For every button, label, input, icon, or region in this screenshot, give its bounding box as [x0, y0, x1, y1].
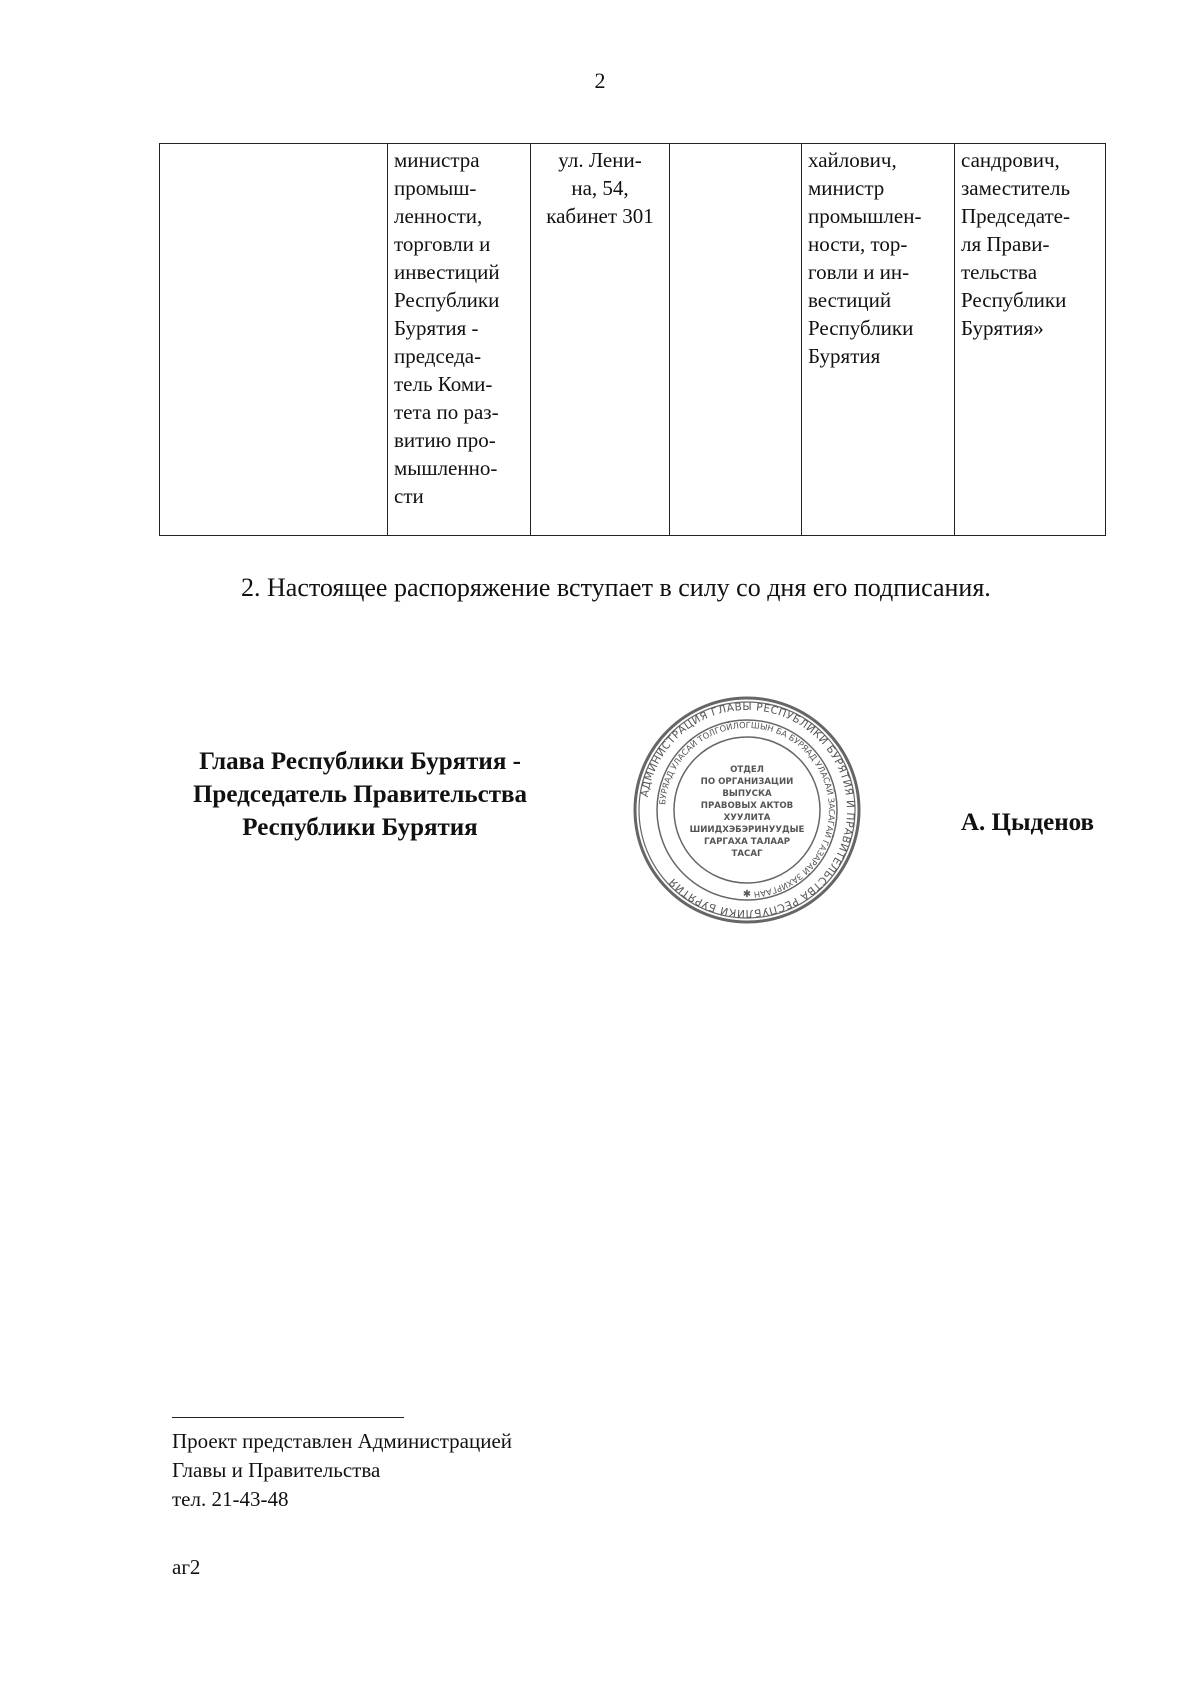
footnote-divider — [172, 1417, 404, 1418]
document-code: аг2 — [172, 1555, 201, 1579]
seal-center-line: ПО ОРГАНИЗАЦИИ — [700, 777, 794, 787]
table-cell-5: хайлович, министр промышлен- ности, тор- говли и ин- вестиций Республики Бурятия — [802, 144, 955, 536]
seal-inner-text: БУРЯАД УЛАСАЙ ТОЛГОЙЛОГШЫН БА БУРЯАД УЛАСАЙ ЗАСАГАЙ ГАЗАРАЙ ЗАХИРГААН — [657, 719, 838, 900]
table-cell-3: ул. Лени- на, 54, кабинет 301 — [531, 144, 670, 536]
seal-center-line: ГАРГАХА ТАЛААР — [703, 837, 791, 847]
seal-center-line: ТАСАГ — [731, 849, 763, 859]
seal-center-line: ВЫПУСКА — [722, 789, 772, 799]
table-cell-4 — [670, 144, 802, 536]
effective-date-paragraph: 2. Настоящее распоряжение вступает в силу со дня его подписания. — [241, 573, 991, 602]
seal-center-line: ШИИДХЭБЭРИНУУДЫЕ — [689, 825, 805, 835]
seal-star-icon: ✱ — [742, 889, 752, 900]
footnote: Проект представлен Администрацией Главы и Правительства тел. 21-43-48 — [172, 1429, 513, 1511]
seal-center-line: ОТДЕЛ — [730, 765, 764, 775]
seal-center-line: ХУУЛИТА — [723, 813, 771, 823]
table-row — [160, 144, 1106, 536]
table-cell-2: министра промыш- ленности, торговли и инвестиций Республики Бурятия - председа- тель Коми- тета по раз- витию про- мышленно- сти — [388, 144, 531, 536]
table-cell-6: сандрович, заместитель Председате- ля Прави- тельства Республики Бурятия» — [955, 144, 1106, 536]
table-cell-1 — [160, 144, 388, 536]
seal-outer-text: АДМИНИСТРАЦИЯ ГЛАВЫ РЕСПУБЛИКИ БУРЯТИЯ И ПРАВИТЕЛЬСТВА РЕСПУБЛИКИ БУРЯТИЯ — [638, 700, 857, 920]
signatory-title: Глава Республики Бурятия - Председатель Правительства Республики Бурятия — [192, 748, 528, 841]
official-seal — [632, 695, 862, 925]
signatory-name: А. Цыденов — [960, 809, 1094, 836]
page-number: 2 — [594, 68, 606, 93]
continuation-table — [159, 143, 1106, 536]
seal-center-line: ПРАВОВЫХ АКТОВ — [700, 801, 794, 811]
